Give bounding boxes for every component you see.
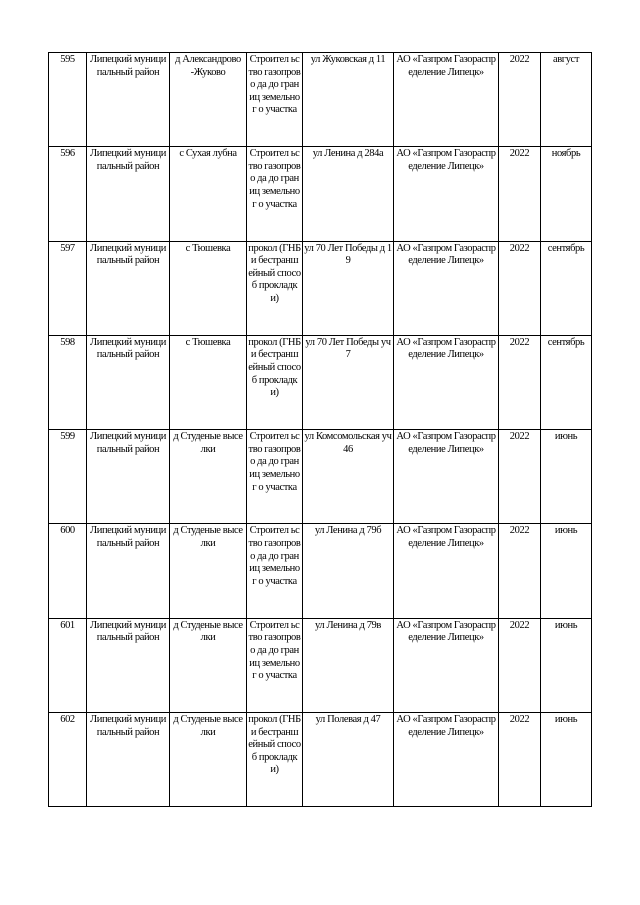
row-number-cell xyxy=(49,147,87,241)
organization-cell xyxy=(394,147,499,241)
row-number-cell xyxy=(49,53,87,147)
district-cell-text: Липецкий муниципальный район xyxy=(90,336,166,361)
address-cell-text: ул Ленина д 79б xyxy=(314,525,382,537)
organization-cell xyxy=(394,524,499,618)
district-cell xyxy=(87,618,170,712)
organization-cell-text: АО «Газпром Газораспределение Липецк» xyxy=(396,431,496,455)
organization-cell-text: АО «Газпром Газораспределение Липецк» xyxy=(396,336,496,361)
row-number-cell-text: 599 xyxy=(60,431,75,443)
month-cell xyxy=(541,53,592,147)
address-cell-text: ул 70 Лет Победы уч 7 xyxy=(305,336,391,361)
work-type-cell xyxy=(247,335,303,429)
year-cell-text: 2022 xyxy=(509,242,530,254)
gasification-table xyxy=(48,52,592,807)
district-cell-text: Липецкий муниципальный район xyxy=(90,148,166,172)
work-type-cell-text: Строител ьство газопрово да до границ земельног о участка xyxy=(248,54,301,116)
address-cell xyxy=(303,241,394,335)
address-cell xyxy=(303,618,394,712)
document-page xyxy=(48,52,591,807)
work-type-cell xyxy=(247,430,303,524)
locality-cell xyxy=(170,430,247,524)
month-cell xyxy=(541,335,592,429)
work-type-cell-text: Строител ьство газопрово да до границ земельног о участка xyxy=(248,431,301,493)
row-number-cell-text: 602 xyxy=(60,714,75,726)
district-cell xyxy=(87,430,170,524)
district-cell xyxy=(87,524,170,618)
locality-cell xyxy=(170,147,247,241)
address-cell xyxy=(303,524,394,618)
year-cell-text: 2022 xyxy=(509,619,530,631)
table-row xyxy=(49,147,592,241)
year-cell xyxy=(499,713,541,807)
row-number-cell xyxy=(49,335,87,429)
year-cell xyxy=(499,524,541,618)
locality-cell-text: д Студеные выселки xyxy=(173,714,243,738)
locality-cell xyxy=(170,241,247,335)
address-cell xyxy=(303,335,394,429)
work-type-cell xyxy=(247,618,303,712)
row-number-cell xyxy=(49,618,87,712)
district-cell xyxy=(87,241,170,335)
table-row xyxy=(49,335,592,429)
year-cell-text: 2022 xyxy=(509,714,530,726)
row-number-cell-text: 598 xyxy=(60,336,75,348)
month-cell xyxy=(541,713,592,807)
table-row xyxy=(49,618,592,712)
year-cell xyxy=(499,618,541,712)
month-cell xyxy=(541,147,592,241)
month-cell-text: ноябрь xyxy=(551,148,581,160)
month-cell-text: июнь xyxy=(554,714,578,726)
organization-cell-text: АО «Газпром Газораспределение Липецк» xyxy=(396,525,496,550)
row-number-cell xyxy=(49,241,87,335)
locality-cell-text: д Александрово -Жуково xyxy=(175,54,241,78)
district-cell xyxy=(87,147,170,241)
locality-cell-text: д Студеные выселки xyxy=(173,431,243,455)
table-row xyxy=(49,713,592,807)
row-number-cell-text: 595 xyxy=(60,54,75,65)
organization-cell xyxy=(394,713,499,807)
locality-cell xyxy=(170,524,247,618)
work-type-cell-text: Строител ьство газопрово да до границ земельног о участка xyxy=(248,525,301,587)
month-cell-text: июнь xyxy=(554,525,578,537)
district-cell-text: Липецкий муниципальный район xyxy=(90,431,166,455)
organization-cell-text: АО «Газпром Газораспределение Липецк» xyxy=(396,714,496,738)
table-row xyxy=(49,53,592,147)
month-cell xyxy=(541,524,592,618)
month-cell-text: сентябрь xyxy=(547,242,585,254)
work-type-cell-text: прокол (ГНБ и бестранш ейный способ прокладк и) xyxy=(248,714,301,776)
row-number-cell xyxy=(49,430,87,524)
address-cell-text: ул Ленина д 284а xyxy=(312,148,384,160)
address-cell-text: ул 70 Лет Победы д 19 xyxy=(304,242,392,267)
organization-cell-text: АО «Газпром Газораспределение Липецк» xyxy=(396,242,496,267)
year-cell-text: 2022 xyxy=(509,336,530,348)
year-cell xyxy=(499,53,541,147)
table-row xyxy=(49,524,592,618)
work-type-cell xyxy=(247,524,303,618)
locality-cell xyxy=(170,713,247,807)
year-cell-text: 2022 xyxy=(509,431,530,443)
work-type-cell-text: Строител ьство газопрово да до границ земельног о участка xyxy=(248,148,301,210)
organization-cell-text: АО «Газпром Газораспределение Липецк» xyxy=(396,148,496,172)
year-cell xyxy=(499,241,541,335)
district-cell-text: Липецкий муниципальный район xyxy=(90,619,166,644)
district-cell xyxy=(87,713,170,807)
organization-cell xyxy=(394,430,499,524)
work-type-cell xyxy=(247,713,303,807)
locality-cell-text: с Сухая лубна xyxy=(179,148,237,160)
table-row xyxy=(49,241,592,335)
month-cell-text: сентябрь xyxy=(547,336,585,348)
locality-cell xyxy=(170,618,247,712)
address-cell-text: ул Комсомольская уч 46 xyxy=(304,431,392,455)
work-type-cell xyxy=(247,53,303,147)
year-cell-text: 2022 xyxy=(509,525,530,537)
address-cell xyxy=(303,430,394,524)
district-cell-text: Липецкий муниципальный район xyxy=(90,525,166,550)
work-type-cell xyxy=(247,147,303,241)
work-type-cell xyxy=(247,241,303,335)
organization-cell xyxy=(394,241,499,335)
address-cell xyxy=(303,147,394,241)
locality-cell-text: д Студеные выселки xyxy=(173,525,243,550)
row-number-cell xyxy=(49,713,87,807)
address-cell xyxy=(303,713,394,807)
month-cell xyxy=(541,241,592,335)
row-number-cell-text: 596 xyxy=(60,148,75,160)
year-cell-text: 2022 xyxy=(509,148,530,160)
year-cell xyxy=(499,430,541,524)
year-cell-text: 2022 xyxy=(509,54,530,65)
district-cell xyxy=(87,335,170,429)
row-number-cell xyxy=(49,524,87,618)
row-number-cell-text: 597 xyxy=(60,242,75,254)
district-cell-text: Липецкий муниципальный район xyxy=(90,714,166,738)
work-type-cell-text: прокол (ГНБ и бестранш ейный способ прокладк и) xyxy=(248,336,301,399)
row-number-cell-text: 601 xyxy=(60,619,75,631)
locality-cell-text: д Студеные выселки xyxy=(173,619,243,644)
year-cell xyxy=(499,147,541,241)
locality-cell xyxy=(170,335,247,429)
organization-cell-text: АО «Газпром Газораспределение Липецк» xyxy=(396,619,496,644)
table-body xyxy=(49,53,592,807)
district-cell-text: Липецкий муниципальный район xyxy=(90,54,166,78)
work-type-cell-text: Строител ьство газопрово да до границ земельног о участка xyxy=(248,619,301,682)
address-cell-text: ул Полевая д 47 xyxy=(315,714,381,726)
locality-cell xyxy=(170,53,247,147)
address-cell xyxy=(303,53,394,147)
table-row xyxy=(49,430,592,524)
district-cell-text: Липецкий муниципальный район xyxy=(90,242,166,267)
address-cell-text: ул Жуковская д 11 xyxy=(310,54,386,65)
year-cell xyxy=(499,335,541,429)
month-cell xyxy=(541,430,592,524)
organization-cell xyxy=(394,618,499,712)
district-cell xyxy=(87,53,170,147)
locality-cell-text: с Тюшевка xyxy=(185,336,231,348)
organization-cell-text: АО «Газпром Газораспределение Липецк» xyxy=(396,54,496,78)
month-cell-text: июнь xyxy=(554,619,578,631)
organization-cell xyxy=(394,53,499,147)
locality-cell-text: с Тюшевка xyxy=(185,242,231,254)
work-type-cell-text: прокол (ГНБ и бестранш ейный способ прокладк и) xyxy=(248,242,301,304)
month-cell xyxy=(541,618,592,712)
row-number-cell-text: 600 xyxy=(60,525,75,537)
organization-cell xyxy=(394,335,499,429)
address-cell-text: ул Ленина д 79в xyxy=(315,619,381,631)
month-cell-text: июнь xyxy=(554,431,578,443)
month-cell-text: август xyxy=(552,54,580,65)
